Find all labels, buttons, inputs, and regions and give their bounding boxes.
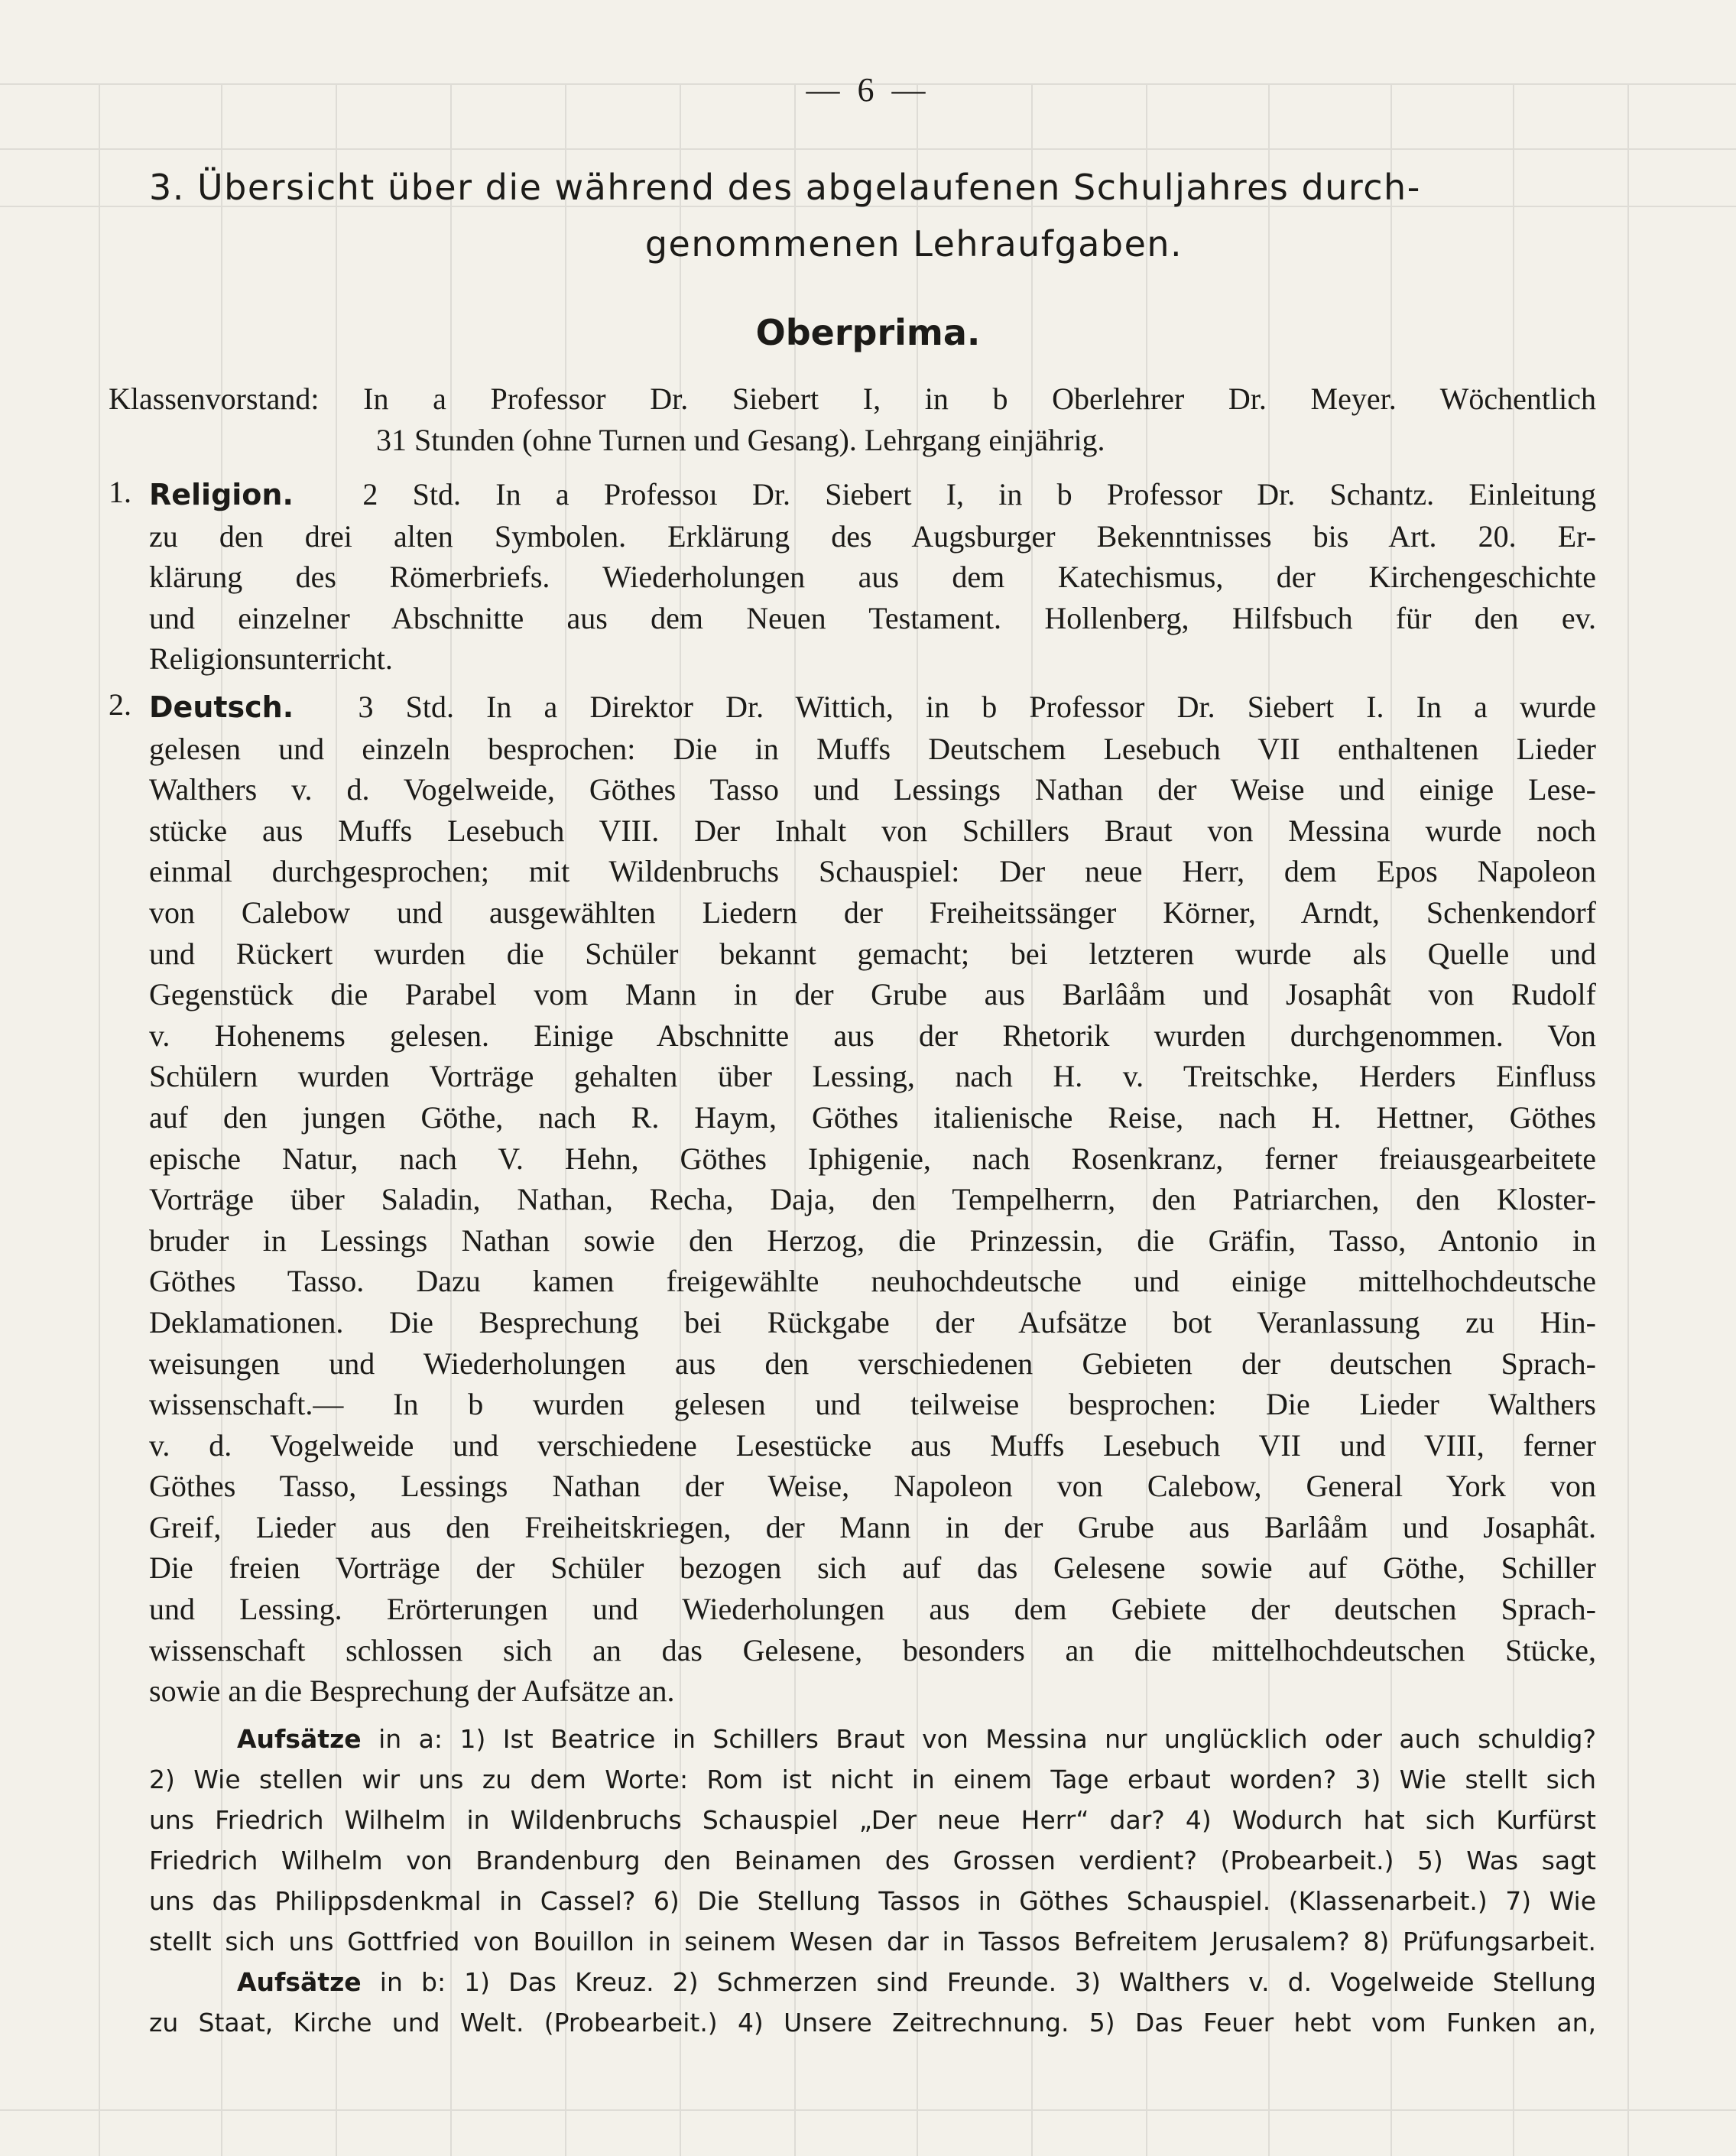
deutsch-paragraph: [149, 687, 1596, 1712]
religion-number: 1.: [109, 475, 131, 509]
deutsch-line: auf den jungen Göthe, nach R. Haym, Göthes italienische Reise, nach H. Hettner, Göthes: [149, 1099, 1596, 1135]
deutsch-line: Walthers v. d. Vogelweide, Göthes Tasso und Lessings Nathan der Weise und einige Lese-: [149, 772, 1596, 807]
religion-line: und einzelner Abschnitte aus dem Neuen Testament. Hollenberg, Hilfsbuch für den ev.: [149, 600, 1596, 635]
aufsaetze-a-label: Aufsätze: [237, 1724, 362, 1754]
religion-line-first: [149, 474, 1596, 516]
deutsch-line: bruder in Lessings Nathan sowie den Herzog, die Prinzessin, die Gräfin, Tasso, Antonio in: [149, 1222, 1596, 1258]
deutsch-line: epische Natur, nach V. Hehn, Göthes Iphigenie, nach Rosenkranz, ferner freiausgearbeitete: [149, 1141, 1596, 1176]
deutsch-line: Schülern wurden Vorträge gehalten über Lessing, nach H. v. Treitschke, Herders Einfluss: [149, 1059, 1596, 1094]
deutsch-line: Deklamationen. Die Besprechung bei Rückgabe der Aufsätze bot Veranlassung zu Hin-: [149, 1304, 1596, 1339]
klassenvorstand-paragraph: [109, 378, 1596, 460]
page-number: — 6 —: [806, 71, 930, 109]
deutsch-line: sowie an die Besprechung der Aufsätze an.: [149, 1674, 675, 1709]
aufsaetze-a-line: uns Friedrich Wilhelm in Wildenbruchs Schauspiel „Der neue Herr“ dar? 4) Wodurch hat sich Kurfürst: [149, 1805, 1596, 1835]
aufsaetze-b-label: Aufsätze: [237, 1967, 362, 1997]
aufsaetze-a-line-text: in a: 1) Ist Beatrice in Schillers Braut von Messina nur unglücklich oder auch schuldig?: [378, 1724, 1596, 1754]
deutsch-line-text: 3 Std. In a Direktor Dr. Wittich, in b Professor Dr. Siebert I. In a wurde: [358, 690, 1596, 724]
deutsch-line: Vorträge über Saladin, Nathan, Recha, Daja, den Tempelherrn, den Patriarchen, den Kloster-: [149, 1182, 1596, 1217]
section-heading-line2: genommenen Lehraufgaben.: [644, 223, 1183, 265]
deutsch-line: Göthes Tasso. Dazu kamen freigewählte neuhochdeutsche und einige mittelhochdeutsche: [149, 1264, 1596, 1299]
aufsaetze-a-paragraph: [149, 1719, 1596, 1962]
deutsch-line: wissenschaft schlossen sich an das Gelesene, besonders an die mittelhochdeutschen Stücke,: [149, 1632, 1596, 1667]
aufsaetze-b-line: zu Staat, Kirche und Welt. (Probearbeit.) 4) Unsere Zeitrechnung. 5) Das Feuer hebt vom Funken an,: [149, 2008, 1596, 2037]
section-heading-line1: 3. Übersicht über die während des abgelaufenen Schuljahres durch-: [149, 167, 1421, 208]
aufsaetze-b-line-first: [149, 1962, 1596, 2002]
deutsch-line: und Lessing. Erörterungen und Wiederholungen aus dem Gebiete der deutschen Sprach-: [149, 1592, 1596, 1627]
deutsch-line: Gegenstück die Parabel vom Mann in der Grube aus Barlâåm und Josaphât von Rudolf: [149, 977, 1596, 1012]
aufsaetze-b-line-text: in b: 1) Das Kreuz. 2) Schmerzen sind Freunde. 3) Walthers v. d. Vogelweide Stellung: [379, 1967, 1596, 1997]
religion-line-text: 2 Std. In a Professoı Dr. Siebert I, in b Professor Dr. Schantz. Einleitung: [362, 477, 1596, 511]
religion-line: Religionsunterricht.: [149, 641, 393, 677]
klassenvorstand-line: Klassenvorstand: In a Professor Dr. Siebert I, in b Oberlehrer Dr. Meyer. Wöchentlich: [109, 382, 1596, 416]
aufsaetze-a-line: uns das Philippsdenkmal in Cassel? 6) Die Stellung Tassos in Göthes Schauspiel. (Klassenarbeit.) 7) Wie: [149, 1886, 1596, 1916]
religion-line: klärung des Römerbriefs. Wiederholungen aus dem Katechismus, der Kirchengeschichte: [149, 560, 1596, 595]
deutsch-line: v. Hohenems gelesen. Einige Abschnitte aus der Rhetorik wurden durchgenommen. Von: [149, 1018, 1596, 1053]
deutsch-line: Greif, Lieder aus den Freiheitskriegen, der Mann in der Grube aus Barlâåm und Josaphât.: [149, 1509, 1596, 1544]
aufsaetze-a-line: 2) Wie stellen wir uns zu dem Worte: Rom ist nicht in einem Tage erbaut worden? 3) Wie stellt sich: [149, 1765, 1596, 1794]
religion-label: Religion.: [149, 478, 294, 511]
aufsaetze-b-paragraph: [149, 1962, 1596, 2043]
deutsch-label: Deutsch.: [149, 690, 294, 724]
aufsaetze-a-line: stellt sich uns Gottfried von Bouillon in seinem Wesen dar in Tassos Befreitem Jerusalem? 8) Prüfungsarbeit.: [149, 1927, 1596, 1956]
deutsch-line: und Rückert wurden die Schüler bekannt gemacht; bei letzteren wurde als Quelle und: [149, 936, 1596, 971]
deutsch-line: weisungen und Wiederholungen aus den verschiedenen Gebieten der deutschen Sprach-: [149, 1346, 1596, 1381]
deutsch-number: 2.: [109, 687, 131, 722]
religion-paragraph: [149, 474, 1596, 680]
deutsch-line: einmal durchgesprochen; mit Wildenbruchs Schauspiel: Der neue Herr, dem Epos Napoleon: [149, 854, 1596, 889]
deutsch-line-first: [149, 687, 1596, 729]
aufsaetze-a-line: Friedrich Wilhelm von Brandenburg den Beinamen des Grossen verdient? (Probearbeit.) 5) Was sagt: [149, 1846, 1596, 1875]
klassenvorstand-line: 31 Stunden (ohne Turnen und Gesang). Lehrgang einjährig.: [376, 422, 1105, 457]
deutsch-line: wissenschaft.— In b wurden gelesen und teilweise besprochen: Die Lieder Walthers: [149, 1387, 1596, 1422]
deutsch-line: stücke aus Muffs Lesebuch VIII. Der Inhalt von Schillers Braut von Messina wurde noch: [149, 813, 1596, 848]
deutsch-line: Göthes Tasso, Lessings Nathan der Weise, Napoleon von Calebow, General York von: [149, 1469, 1596, 1504]
deutsch-line: gelesen und einzeln besprochen: Die in Muffs Deutschem Lesebuch VII enthaltenen Lieder: [149, 731, 1596, 766]
deutsch-line: Die freien Vorträge der Schüler bezogen sich auf das Gelesene sowie auf Göthe, Schiller: [149, 1550, 1596, 1586]
aufsaetze-a-line-first: [149, 1719, 1596, 1759]
class-title: Oberprima.: [755, 312, 981, 353]
deutsch-line: v. d. Vogelweide und verschiedene Lesestücke aus Muffs Lesebuch VII und VIII, ferner: [149, 1427, 1596, 1463]
deutsch-line: von Calebow und ausgewählten Liedern der Freiheitssänger Körner, Arndt, Schenkendorf: [149, 895, 1596, 930]
religion-line: zu den drei alten Symbolen. Erklärung des Augsburger Bekenntnisses bis Art. 20. Er-: [149, 518, 1596, 554]
